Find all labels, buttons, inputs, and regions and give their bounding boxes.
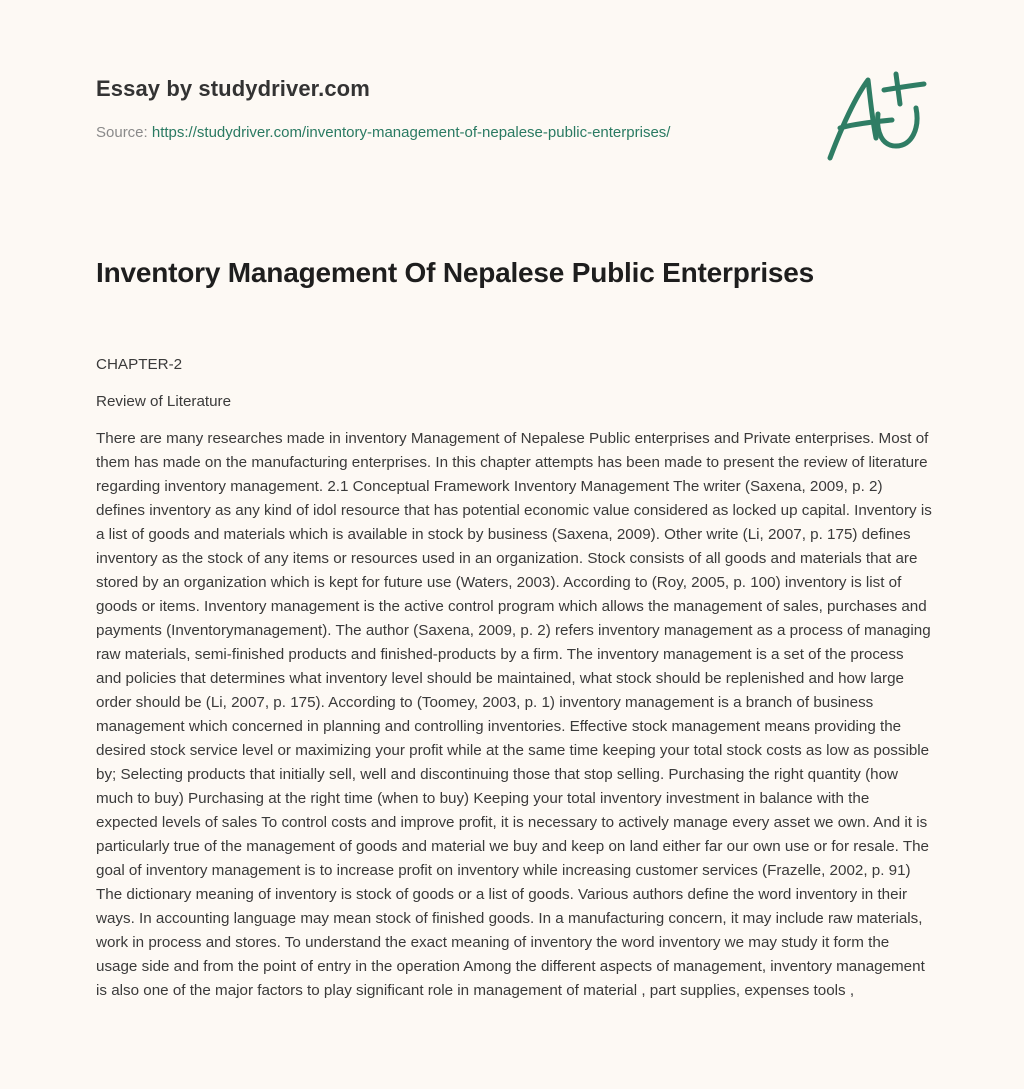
section-heading: Review of Literature xyxy=(96,393,232,410)
site-brand: Essay by studydriver.com xyxy=(96,76,370,101)
page-title: Inventory Management Of Nepalese Public Enterprises xyxy=(96,257,815,288)
source-link[interactable]: https://studydriver.com/inventory-management-of-nepalese-public-enterprises/ xyxy=(151,124,671,141)
source-line xyxy=(96,124,670,141)
essay-content xyxy=(96,353,932,1016)
chapter-label: CHAPTER-2 xyxy=(96,356,183,373)
essay-body: There are many researches made in inventory Management of Nepalese Public enterprises and Private enterprises. Most of them has made on the manufacturing enterprises. In this chapter attempts has been made to present the review of literature regarding inventory management. 2.1 Conceptual Framework Inventory Management The writer (Saxena, 2009, p. 2) defines inventory as any kind of idol resource that has potential economic value considered as locked up capital. Inventory is a list of goods and materials which is available in stock by business (Saxena, 2009). Other write (Li, 2007, p. 175) defines inventory as the stock of any items or resources used in an organization. Stock consists of all goods and materials that are stored by an organization which is kept for future use (Waters, 2003). According to (Roy, 2005, p. 100) inventory is list of goods or items. Inventory management is the active control program which allows the management of sales, purchases and payments (Inventorymanagement). The author (Saxena, 2009, p. 2) refers inventory management as a process of managing raw materials, semi-finished products and finished-products by a firm. The inventory management is a set of the process and policies that determines what inventory level should be maintained, what stock should be replenished and how large order should be (Li, 2007, p. 175). According to (Toomey, 2003, p. 1) inventory management is a branch of business management which concerned in planning and controlling inventories. Effective stock management means providing the desired stock service level or maximizing your profit while at the same time keeping your total stock costs as low as possible by; Selecting products that initially sell, well and discontinuing those that stop selling. Purchasing the right quantity (how much to buy) Purchasing at the right time (when to buy) Keeping your total inventory investment in balance with the expected levels of sales To control costs and improve profit, it is necessary to actively manage every asset we own. And it is particularly true of the management of goods and material we buy and keep on land either far our own use or for resale. The goal of inventory management is to increase profit on inventory while increasing customer services (Frazelle, 2002, p. 91) The dictionary meaning of inventory is stock of goods or a list of goods. Various authors define the word inventory in their ways. In accounting language may mean stock of finished goods. In a manufacturing concern, it may include raw materials, work in process and stores. To understand the exact meaning of inventory the word inventory we may study it form the usage side and from the point of entry in the operation Among the different aspects of management, inventory management is also one of the major factors to play significant role in management of material , part supplies, expenses tools , xyxy=(96,430,932,999)
a-plus-grade-icon xyxy=(820,66,932,166)
source-label: Source: xyxy=(96,124,152,141)
